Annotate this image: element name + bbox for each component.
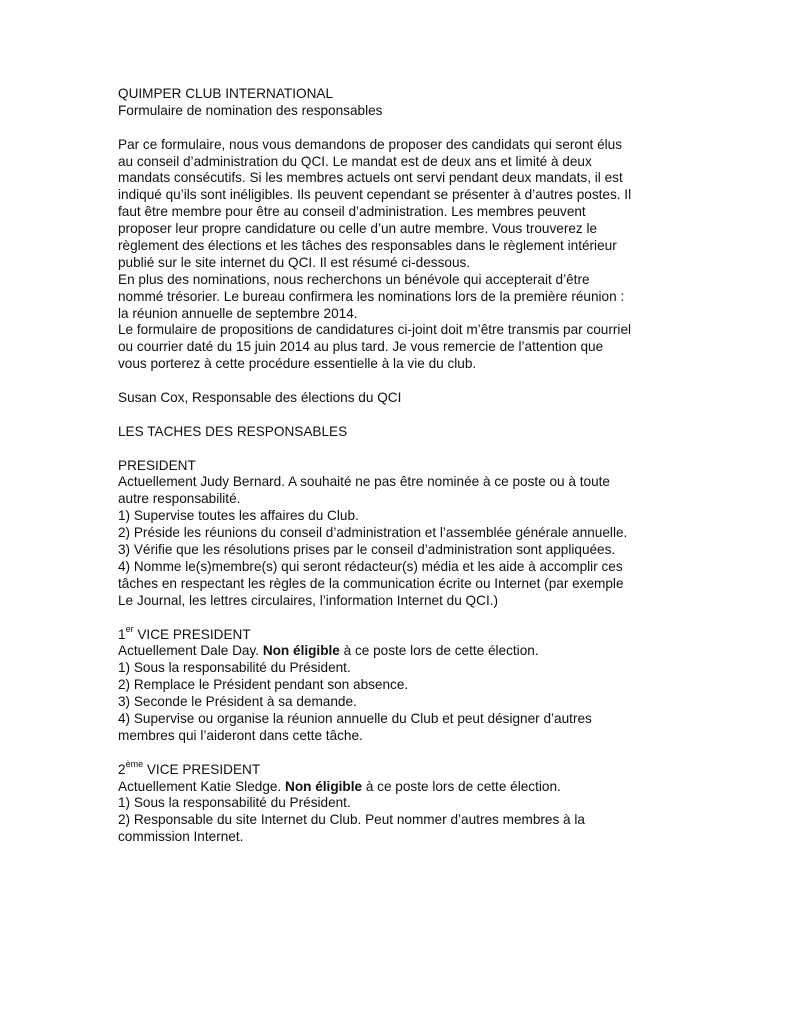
spacer	[118, 407, 678, 424]
intro-line: faut être membre pour être au conseil d’administration. Les membres peuvent	[118, 204, 586, 220]
president-section	[118, 458, 678, 610]
vp2-title	[118, 759, 678, 779]
vp1-title	[118, 623, 678, 644]
intro-line: mandats consécutifs. Si les membres actuels ont servi pendant deux mandats, il est	[118, 170, 623, 186]
intro-line: En plus des nominations, nous recherchons un bénévole qui accepterait d’être	[118, 271, 590, 287]
intro-line: la réunion annuelle de septembre 2014.	[118, 305, 358, 321]
vp2-line: 1) Sous la responsabilité du Président.	[118, 795, 351, 811]
intro-line: indiqué qu’ils sont inéligibles. Ils peuvent cependant se présenter à d’autres postes. Il	[118, 187, 632, 203]
intro-line: règlement des élections et les tâches des responsables dans le règlement intérieur	[118, 238, 617, 254]
intro-line: ou courrier daté du 15 juin 2014 au plus tard. Je vous remercie de l’attention que	[118, 339, 604, 355]
president-line: 4) Nomme le(s)membre(s) qui seront rédacteur(s) média et les aide à accomplir ces	[118, 558, 623, 574]
vp1-section	[118, 623, 678, 745]
spacer	[118, 120, 678, 137]
document-body	[118, 86, 678, 846]
intro-line: vous porterez à cette procédure essentielle à la vie du club.	[118, 356, 477, 372]
vp2-line: commission Internet.	[118, 829, 244, 845]
vp2-eligibility: Non éligible	[285, 778, 363, 794]
president-line: Actuellement Judy Bernard. A souhaité ne pas être nominée à ce poste ou à toute	[118, 474, 610, 490]
spacer	[118, 610, 678, 627]
vp2-current	[118, 779, 678, 796]
intro-line: au conseil d’administration du QCI. Le mandat est de deux ans et limité à deux	[118, 153, 592, 169]
vp2-title-text: VICE PRESIDENT	[143, 761, 261, 777]
vp1-title-text: VICE PRESIDENT	[133, 626, 251, 642]
spacer	[118, 373, 678, 390]
intro-line: Par ce formulaire, nous vous demandons de proposer des candidats qui seront élus	[118, 136, 623, 152]
intro-line: publié sur le site internet du QCI. Il est résumé ci-dessous.	[118, 254, 471, 270]
vp1-number: 1	[118, 626, 126, 642]
vp1-line: 2) Remplace le Président pendant son absence.	[118, 677, 409, 693]
president-line: tâches en respectant les règles de la communication écrite ou Internet (par exemple	[118, 575, 624, 591]
president-line: 2) Préside les réunions du conseil d’administration et l’assemblée générale annuelle.	[118, 525, 628, 541]
vp2-line: 2) Responsable du site Internet du Club. Peut nommer d’autres membres à la	[118, 812, 585, 828]
president-line: Le Journal, les lettres circulaires, l’information Internet du QCI.)	[118, 592, 499, 608]
vp1-current	[118, 643, 678, 660]
intro-line: nommé trésorier. Le bureau confirmera les nominations lors de la première réunion :	[118, 288, 625, 304]
intro-line: Le formulaire de propositions de candidatures ci-joint doit m’être transmis par courriel	[118, 322, 632, 338]
tasks-heading: LES TACHES DES RESPONSABLES	[118, 423, 348, 439]
intro-paragraph	[118, 137, 678, 373]
vp2-number: 2	[118, 761, 126, 777]
vp1-line: membres qui l’aideront dans cette tâche.	[118, 727, 363, 743]
vp1-eligibility: Non éligible	[262, 643, 340, 659]
president-line: autre responsabilité.	[118, 491, 241, 507]
vp2-section	[118, 759, 678, 846]
vp1-current-post: à ce poste lors de cette élection.	[339, 643, 539, 659]
vp1-ordinal: er	[125, 623, 134, 634]
president-line: 3) Vérifie que les résolutions prises par le conseil d’administration sont appliquées.	[118, 542, 616, 558]
president-line: 1) Supervise toutes les affaires du Club.	[118, 508, 359, 524]
vp1-line: 4) Supervise ou organise la réunion annuelle du Club et peut désigner d’autres	[118, 710, 592, 726]
vp1-current-pre: Actuellement Dale Day.	[118, 643, 263, 659]
form-title: Formulaire de nomination des responsables	[118, 102, 383, 118]
vp1-line: 1) Sous la responsabilité du Président.	[118, 660, 351, 676]
org-name: QUIMPER CLUB INTERNATIONAL	[118, 86, 334, 101]
vp1-line: 3) Seconde le Président à sa demande.	[118, 694, 357, 710]
intro-line: proposer leur propre candidature ou celle d’un autre membre. Vous trouverez le	[118, 221, 598, 237]
president-title: PRESIDENT	[118, 457, 196, 473]
vp2-current-pre: Actuellement Katie Sledge.	[118, 778, 286, 794]
spacer	[118, 441, 678, 458]
vp2-current-post: à ce poste lors de cette élection.	[362, 778, 561, 794]
vp2-ordinal: ème	[125, 759, 144, 770]
spacer	[118, 745, 678, 762]
signature: Susan Cox, Responsable des élections du QCI	[118, 390, 402, 406]
